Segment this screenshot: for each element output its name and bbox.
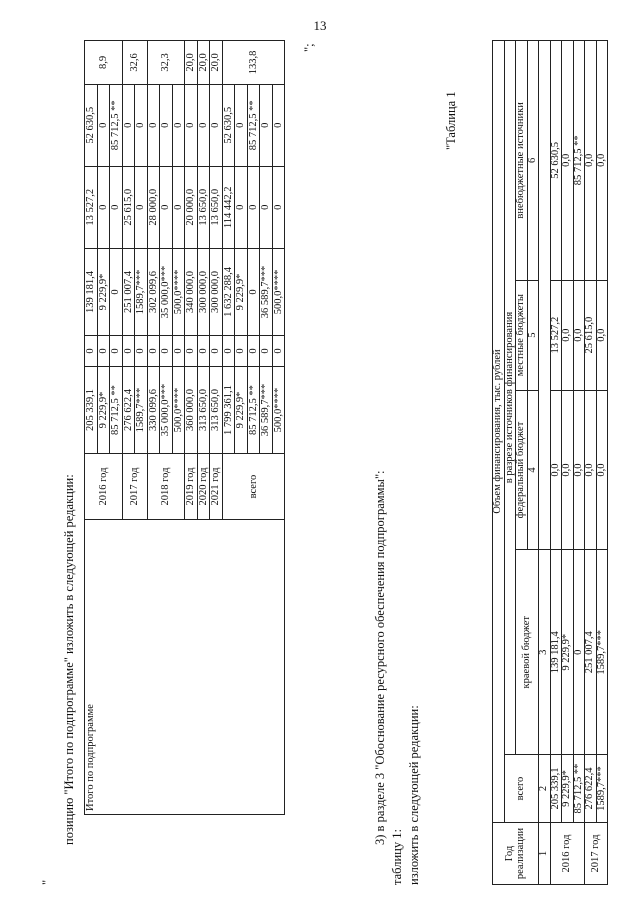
col-number: 1	[539, 823, 551, 885]
t1-year: 2020 год	[197, 454, 210, 520]
t1-cell: 0	[272, 166, 285, 248]
t1-last: 20,0	[185, 41, 198, 85]
t1-cell: 300 000,0	[210, 248, 223, 335]
t1-last: 20,0	[210, 41, 223, 85]
t1-year: 2018 год	[147, 454, 185, 520]
t2-cell: 0,0	[585, 390, 597, 550]
t1-cell: 35 000,0***	[160, 248, 173, 335]
t2-cell: 0,0	[562, 41, 574, 281]
t2-cell: 0,0	[596, 280, 608, 390]
t2-cell: 85 712,5 **	[573, 755, 585, 823]
t1-cell: 20 000,0	[185, 166, 198, 248]
t1-cell: 0	[97, 84, 110, 166]
t1-cell: 0	[197, 336, 210, 367]
t1-cell: 0	[147, 336, 160, 367]
col-number: 6	[527, 41, 539, 281]
t1-cell: 330 099,6	[147, 366, 160, 453]
t2-cell: 0,0	[562, 280, 574, 390]
t1-cell: 360 000,0	[185, 366, 198, 453]
t1-cell: 0	[110, 336, 123, 367]
t1-cell: 85 712,5 **	[247, 366, 260, 453]
t1-cell: 340 000,0	[185, 248, 198, 335]
t2-year: 2017 год	[585, 823, 608, 885]
opening-quote: "	[40, 879, 54, 885]
number-row-blank	[539, 41, 551, 550]
header-volume: Объем финансирования, тыс. рублей	[493, 41, 505, 823]
t2-cell: 276 622,4	[585, 755, 597, 823]
t1-year: всего	[222, 454, 285, 520]
t1-cell: 1 799 361,1	[222, 366, 235, 453]
col-number: 5	[527, 280, 539, 390]
header-local: местные бюджеты	[516, 280, 528, 390]
t1-cell: 0	[235, 166, 248, 248]
t1-cell: 85 712,5 **	[247, 84, 260, 166]
header-federal: федеральный бюджет	[516, 390, 528, 550]
t1-cell: 1589,7***	[135, 366, 148, 453]
t1-cell: 0	[122, 84, 135, 166]
t1-cell: 9 229,9*	[97, 366, 110, 453]
t1-cell: 0	[97, 166, 110, 248]
t1-cell: 0	[235, 84, 248, 166]
subprogram-total-table	[84, 40, 285, 815]
t2-cell: 0,0	[573, 280, 585, 390]
t1-cell: 0	[135, 336, 148, 367]
t1-cell: 0	[185, 336, 198, 367]
t2-cell: 139 181,4	[550, 550, 562, 755]
section-line: 3) в разделе 3 "Обоснование ресурсного обеспечения подпрограммы":	[373, 470, 387, 845]
t1-last: 32,6	[122, 41, 147, 85]
header-year: Год реализации	[493, 823, 539, 885]
t2-cell: 0,0	[562, 390, 574, 550]
t2-cell: 13 527,2	[550, 280, 562, 390]
t1-cell: 0	[122, 336, 135, 367]
t1-year: 2021 год	[210, 454, 223, 520]
t1-cell: 1 632 288,4	[222, 248, 235, 335]
t1-cell: 0	[272, 84, 285, 166]
t2-cell: 1589,7***	[596, 755, 608, 823]
t1-cell: 0	[197, 84, 210, 166]
t2-cell: 0,0	[585, 41, 597, 281]
t1-cell: 0	[210, 336, 223, 367]
t1-cell: 36 589,7***	[260, 366, 273, 453]
t1-cell: 251 007,4	[122, 248, 135, 335]
t2-cell: 0,0	[596, 390, 608, 550]
table-reference: таблицу 1:	[390, 829, 404, 885]
header-breakdown: в разрезе источников финансирования	[504, 41, 516, 755]
t1-cell: 0	[222, 336, 235, 367]
t1-cell: 0	[185, 84, 198, 166]
table-caption: "Таблица 1	[444, 91, 458, 150]
t1-year: 2016 год	[85, 454, 123, 520]
edit-instruction: изложить в следующей редакции:	[407, 705, 421, 885]
t1-cell: 302 099,6	[147, 248, 160, 335]
t1-cell: 52 630,5	[85, 84, 98, 166]
t1-cell: 0	[110, 248, 123, 335]
t1-cell: 28 000,0	[147, 166, 160, 248]
t1-cell: 0	[160, 84, 173, 166]
t1-cell: 9 229,9*	[97, 248, 110, 335]
t1-cell: 13 527,2	[85, 166, 98, 248]
rotated-page-content	[40, 40, 607, 885]
header-regional: краевой бюджет	[516, 550, 539, 755]
t1-cell: 9 229,9*	[235, 248, 248, 335]
subprogram-total-label: Итого по подпрограмме	[85, 519, 285, 814]
t1-cell: 0	[247, 248, 260, 335]
t1-cell: 313 650,0	[197, 366, 210, 453]
t1-cell: 0	[135, 84, 148, 166]
t1-cell: 139 181,4	[85, 248, 98, 335]
t1-cell: 0	[172, 166, 185, 248]
t2-year: 2016 год	[550, 823, 585, 885]
t2-cell: 52 630,5	[550, 41, 562, 281]
t1-cell: 500,0****	[272, 248, 285, 335]
t1-cell: 0	[272, 336, 285, 367]
t2-cell: 0,0	[573, 390, 585, 550]
t1-last: 8,9	[85, 41, 123, 85]
t2-cell: 251 007,4	[585, 550, 597, 755]
t2-cell: 0	[573, 550, 585, 755]
t1-cell: 25 615,0	[122, 166, 135, 248]
t1-cell: 13 650,0	[210, 166, 223, 248]
intro-line: позицию "Итого по подпрограмме" изложить в следующей редакции:	[62, 474, 76, 845]
t2-cell: 9 229,9*	[562, 755, 574, 823]
t1-cell: 0	[160, 166, 173, 248]
t1-cell: 0	[97, 336, 110, 367]
t1-cell: 0	[247, 166, 260, 248]
t1-cell: 52 630,5	[222, 84, 235, 166]
t2-cell: 25 615,0	[585, 280, 597, 390]
t1-cell: 36 589,7***	[260, 248, 273, 335]
t1-cell: 0	[172, 336, 185, 367]
t1-cell: 500,0****	[172, 248, 185, 335]
t1-year: 2017 год	[122, 454, 147, 520]
closing-quote: ";	[302, 43, 316, 52]
t1-cell: 0	[260, 336, 273, 367]
t2-cell: 205 339,1	[550, 755, 562, 823]
t1-cell: 276 622,4	[122, 366, 135, 453]
t1-cell: 85 712,5 **	[110, 84, 123, 166]
t1-last: 20,0	[197, 41, 210, 85]
header-total: всего	[504, 755, 539, 823]
t1-cell: 0	[235, 336, 248, 367]
t1-cell: 114 442,2	[222, 166, 235, 248]
t2-cell: 0,0	[596, 41, 608, 281]
t1-cell: 0	[260, 84, 273, 166]
col-number: 2	[539, 755, 551, 823]
col-number: 4	[527, 390, 539, 550]
t1-cell: 0	[172, 84, 185, 166]
col-number: 3	[539, 550, 551, 755]
page-number: 13	[313, 18, 327, 33]
t1-cell: 0	[210, 84, 223, 166]
t1-cell: 0	[160, 336, 173, 367]
t2-cell: 85 712,5 **	[573, 41, 585, 281]
t1-last: 32,3	[147, 41, 185, 85]
t1-cell: 0	[135, 166, 148, 248]
t1-cell: 0	[260, 166, 273, 248]
t1-last: 133,8	[222, 41, 285, 85]
t1-cell: 0	[110, 166, 123, 248]
t1-cell: 0	[247, 336, 260, 367]
t1-cell: 0	[85, 336, 98, 367]
financing-table-1	[492, 40, 608, 885]
t1-cell: 313 650,0	[210, 366, 223, 453]
t1-cell: 9 229,9*	[235, 366, 248, 453]
t1-cell: 500,0****	[172, 366, 185, 453]
t1-cell: 35 000,0***	[160, 366, 173, 453]
t1-year: 2019 год	[185, 454, 198, 520]
t1-cell: 205 339,1	[85, 366, 98, 453]
t1-cell: 85 712,5 **	[110, 366, 123, 453]
t2-cell: 0,0	[550, 390, 562, 550]
t1-cell: 500,0****	[272, 366, 285, 453]
t1-cell: 0	[147, 84, 160, 166]
header-extrabudget: внебюджетные источники	[516, 41, 528, 281]
t1-cell: 13 650,0	[197, 166, 210, 248]
t2-cell: 1589,7***	[596, 550, 608, 755]
t2-cell: 9 229,9*	[562, 550, 574, 755]
t1-cell: 1589,7***	[135, 248, 148, 335]
t1-cell: 300 000,0	[197, 248, 210, 335]
